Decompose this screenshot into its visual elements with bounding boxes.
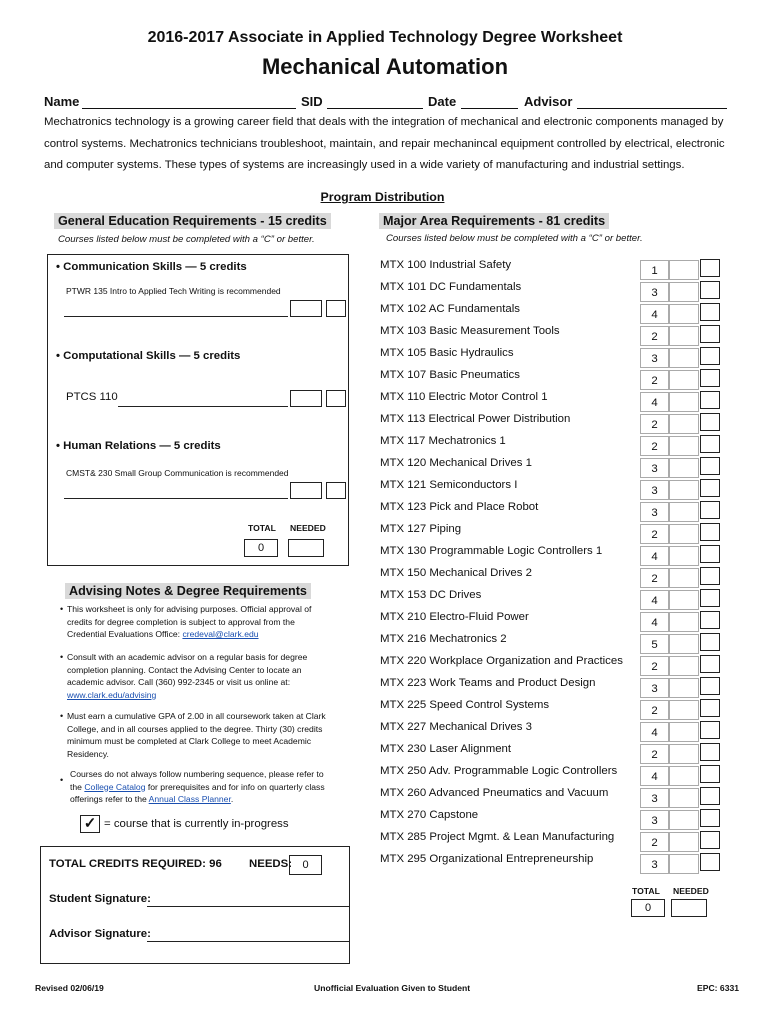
major-course-name: MTX 103 Basic Measurement Tools [380,325,560,337]
major-course-name: MTX 110 Electric Motor Control 1 [380,391,548,403]
bullet-icon: • [60,604,64,614]
major-course-name: MTX 123 Pick and Place Robot [380,501,539,513]
annual-class-planner-link[interactable]: Annual Class Planner [148,794,231,805]
major-course-check-box[interactable] [700,259,720,277]
major-total-value: 0 [631,899,665,917]
major-course-check-box[interactable] [700,677,720,695]
major-course-check-box[interactable] [700,413,720,431]
major-course-credits: 2 [640,744,669,764]
major-course-credits: 2 [640,524,669,544]
major-course-check-box[interactable] [700,303,720,321]
major-course-check-box[interactable] [700,479,720,497]
major-course-credits: 4 [640,392,669,412]
gen-ed-needed-box[interactable] [288,539,324,557]
needs-label: NEEDS: [249,858,293,870]
major-course-credits: 4 [640,590,669,610]
major-course-grade-box[interactable] [669,480,699,500]
major-course-check-box[interactable] [700,787,720,805]
major-course-name: MTX 260 Advanced Pneumatics and Vacuum [380,787,609,799]
major-course-grade-box[interactable] [669,436,699,456]
human-relations-credit-box[interactable] [290,482,322,499]
program-distribution-heading: Program Distribution [320,190,445,204]
major-course-check-box[interactable] [700,809,720,827]
bullet-icon: • [60,652,64,662]
human-relations-note: CMST& 230 Small Group Communication is recommended [66,468,289,478]
major-course-grade-box[interactable] [669,700,699,720]
major-course-credits: 1 [640,260,669,280]
major-course-credits: 3 [640,788,669,808]
advising-website-link[interactable]: www.clark.edu/advising [67,689,157,700]
advising-heading: Advising Notes & Degree Requirements [65,583,311,599]
major-course-credits: 4 [640,766,669,786]
major-course-check-box[interactable] [700,721,720,739]
major-course-name: MTX 225 Speed Control Systems [380,699,550,711]
major-course-grade-box[interactable] [669,832,699,852]
major-course-check-box[interactable] [700,369,720,387]
advising-note-3: Must earn a cumulative GPA of 2.00 in all coursework taken at Clark College, and in all courses applied to the degree. Thirty (30) credits minimum must be completed at Clark College to meet Academic Residency. [67,711,326,759]
credeval-email-link[interactable]: credeval@clark.edu [182,629,259,640]
communication-note: PTWR 135 Intro to Applied Tech Writing is recommended [66,286,281,296]
major-course-check-box[interactable] [700,611,720,629]
human-relations-check-box[interactable] [326,482,346,499]
major-course-grade-box[interactable] [669,612,699,632]
computational-check-box[interactable] [326,390,346,407]
major-course-name: MTX 113 Electrical Power Distribution [380,413,571,425]
major-course-check-box[interactable] [700,325,720,343]
major-course-check-box[interactable] [700,743,720,761]
major-course-grade-box[interactable] [669,656,699,676]
computational-course: PTCS 110 [66,391,118,403]
student-signature-field[interactable] [147,894,350,907]
major-course-name: MTX 270 Capstone [380,809,479,821]
communication-course-field[interactable] [64,304,288,317]
major-course-credits: 3 [640,854,669,874]
major-course-name: MTX 153 DC Drives [380,589,482,601]
major-course-name: MTX 150 Mechanical Drives 2 [380,567,532,579]
major-needed-box[interactable] [671,899,707,917]
major-course-name: MTX 216 Mechatronics 2 [380,633,507,645]
major-course-credits: 4 [640,546,669,566]
major-course-name: MTX 227 Mechanical Drives 3 [380,721,532,733]
communication-skills-title: • Communication Skills — 5 credits [56,261,247,273]
major-course-check-box[interactable] [700,699,720,717]
sid-field[interactable] [327,94,423,109]
major-course-check-box[interactable] [700,853,720,871]
advising-note-4: Courses do not always follow numbering sequence, please refer to the College Catalog for prerequisites and for info on quarterly class offerings refer to the Annual Class Planner. [70,769,325,805]
major-course-credits: 3 [640,678,669,698]
bullet-icon: • [60,775,64,785]
major-course-grade-box[interactable] [669,260,699,280]
major-course-credits: 3 [640,502,669,522]
major-course-credits: 3 [640,458,669,478]
major-course-check-box[interactable] [700,765,720,783]
major-course-check-box[interactable] [700,567,720,585]
advisor-label: Advisor [524,94,573,109]
major-course-grade-box[interactable] [669,722,699,742]
major-course-grade-box[interactable] [669,348,699,368]
major-course-check-box[interactable] [700,457,720,475]
major-course-grade-box[interactable] [669,392,699,412]
revised-date: Revised 02/06/19 [35,983,104,993]
major-course-name: MTX 223 Work Teams and Product Design [380,677,596,689]
major-course-name: MTX 102 AC Fundamentals [380,303,520,315]
epc-code: EPC: 6331 [697,983,740,993]
major-course-grade-box[interactable] [669,370,699,390]
major-course-name: MTX 105 Basic Hydraulics [380,347,514,359]
gen-ed-note: Courses listed below must be completed with a “C” or better. [58,234,315,245]
major-course-grade-box[interactable] [669,678,699,698]
major-course-check-box[interactable] [700,545,720,563]
major-course-credits: 2 [640,656,669,676]
major-course-grade-box[interactable] [669,766,699,786]
major-course-credits: 2 [640,326,669,346]
major-course-credits: 3 [640,480,669,500]
major-course-grade-box[interactable] [669,502,699,522]
major-course-name: MTX 101 DC Fundamentals [380,281,522,293]
in-progress-legend: = course that is currently in-progress [104,818,289,830]
computational-credit-box[interactable] [290,390,322,407]
major-course-name: MTX 107 Basic Pneumatics [380,369,520,381]
major-course-credits: 4 [640,722,669,742]
advising-note-1: This worksheet is only for advising purposes. Official approval of credits for degree completion is subject to approval from the Credential Evaluations Office: credeval@clark.edu [67,604,312,640]
major-course-check-box[interactable] [700,501,720,519]
major-course-check-box[interactable] [700,523,720,541]
gen-ed-heading: General Education Requirements - 15 credits [54,213,331,229]
major-course-grade-box[interactable] [669,788,699,808]
bullet-icon: • [60,711,64,721]
major-course-name: MTX 127 Piping [380,523,462,535]
major-course-credits: 5 [640,634,669,654]
major-needed-label: NEEDED [673,886,709,896]
sid-label: SID [301,94,323,109]
computational-skills-title: • Computational Skills — 5 credits [56,350,241,362]
checkmark-icon: ✓ [80,815,100,833]
major-course-grade-box[interactable] [669,568,699,588]
program-title: Mechanical Automation [261,54,509,79]
advising-note-2: Consult with an academic advisor on a regular basis for degree completion planning. Contact the Advising Center to locate an academic advisor. Call (360) 992-2345 or visit us online at: www.clark.edu/advising [67,652,308,700]
major-course-grade-box[interactable] [669,634,699,654]
major-course-check-box[interactable] [700,435,720,453]
major-course-grade-box[interactable] [669,326,699,346]
worksheet-title: 2016-2017 Associate in Applied Technology Degree Worksheet [147,29,623,46]
major-course-grade-box[interactable] [669,414,699,434]
program-description: Mechatronics technology is a growing career field that deals with the integration of mechanical and electronic components managed by control systems. Mechatronics technicians troubleshoot, maintain, and repair mechanincal equipment controlled by electrical, electronic and computer systems. These types of systems are increasingly used in a wide variety of manufacturing and industrial settings. [44,116,725,171]
major-total-label: TOTAL [632,886,660,896]
gen-ed-total-label: TOTAL [248,523,276,533]
major-course-check-box[interactable] [700,347,720,365]
major-course-credits: 3 [640,810,669,830]
student-signature-label: Student Signature: [49,893,151,905]
major-course-check-box[interactable] [700,655,720,673]
major-course-grade-box[interactable] [669,304,699,324]
major-course-check-box[interactable] [700,633,720,651]
major-course-credits: 2 [640,414,669,434]
total-credits-required: TOTAL CREDITS REQUIRED: 96 [49,858,222,870]
major-course-grade-box[interactable] [669,854,699,874]
major-course-check-box[interactable] [700,391,720,409]
major-course-name: MTX 220 Workplace Organization and Practices [380,655,623,667]
advisor-signature-field[interactable] [147,929,350,942]
major-course-name: MTX 100 Industrial Safety [380,259,512,271]
gen-ed-total-value: 0 [244,539,278,557]
gen-ed-needed-label: NEEDED [290,523,326,533]
date-field[interactable] [461,94,518,109]
major-course-credits: 3 [640,282,669,302]
unofficial-evaluation: Unofficial Evaluation Given to Student [314,983,471,993]
major-course-grade-box[interactable] [669,524,699,544]
college-catalog-link[interactable]: College Catalog [84,781,146,792]
major-note: Courses listed below must be completed with a “C” or better. [386,233,643,244]
communication-credit-box[interactable] [290,300,322,317]
major-course-credits: 3 [640,348,669,368]
major-heading: Major Area Requirements - 81 credits [379,213,609,229]
communication-check-box[interactable] [326,300,346,317]
major-course-grade-box[interactable] [669,458,699,478]
major-course-check-box[interactable] [700,831,720,849]
computational-course-field[interactable] [118,394,288,407]
major-course-name: MTX 250 Adv. Programmable Logic Controllers [380,765,618,777]
major-course-grade-box[interactable] [669,810,699,830]
major-course-check-box[interactable] [700,281,720,299]
name-field[interactable] [82,94,296,109]
major-course-grade-box[interactable] [669,590,699,610]
name-label: Name [44,94,80,109]
major-course-check-box[interactable] [700,589,720,607]
major-course-credits: 2 [640,568,669,588]
major-course-name: MTX 230 Laser Alignment [380,743,512,755]
human-relations-title: • Human Relations — 5 credits [56,440,221,452]
advisor-field[interactable] [577,94,727,109]
major-course-name: MTX 130 Programmable Logic Controllers 1 [380,545,603,557]
needs-value: 0 [289,855,322,875]
major-course-name: MTX 120 Mechanical Drives 1 [380,457,532,469]
major-course-credits: 2 [640,832,669,852]
major-course-name: MTX 121 Semiconductors I [380,479,518,491]
advisor-signature-label: Advisor Signature: [49,928,151,940]
date-label: Date [428,94,457,109]
human-relations-course-field[interactable] [64,486,288,499]
major-course-name: MTX 295 Organizational Entrepreneurship [380,853,594,865]
major-course-credits: 4 [640,612,669,632]
major-course-credits: 4 [640,304,669,324]
major-course-credits: 2 [640,370,669,390]
major-course-name: MTX 117 Mechatronics 1 [380,435,506,447]
major-course-grade-box[interactable] [669,546,699,566]
major-course-grade-box[interactable] [669,744,699,764]
major-course-name: MTX 285 Project Mgmt. & Lean Manufacturing [380,831,615,843]
major-course-grade-box[interactable] [669,282,699,302]
major-course-name: MTX 210 Electro-Fluid Power [380,611,529,623]
major-course-credits: 2 [640,700,669,720]
major-course-credits: 2 [640,436,669,456]
